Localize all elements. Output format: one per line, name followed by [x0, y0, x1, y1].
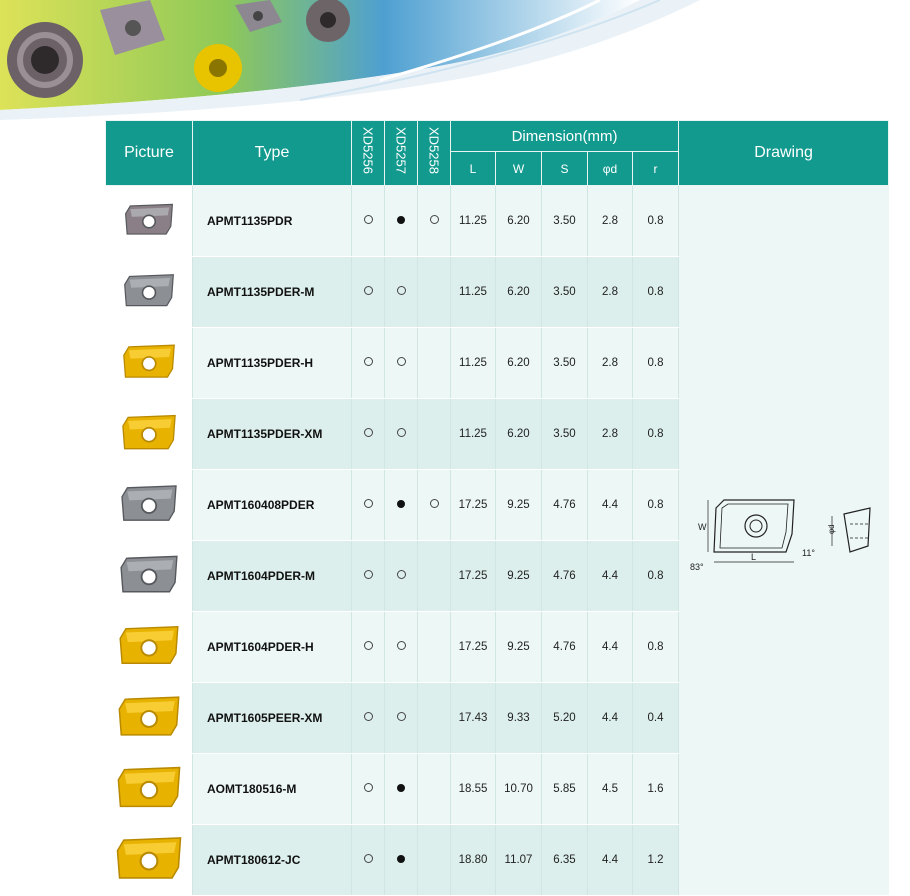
dim-r: 0.4 [633, 683, 679, 754]
dim-d: 4.4 [588, 470, 633, 541]
grade-recommended-icon [397, 784, 405, 792]
dim-l: 18.55 [451, 754, 496, 825]
insert-icon [109, 829, 189, 889]
dim-w: 6.20 [496, 257, 542, 328]
header-dim-w: W [496, 152, 542, 186]
insert-picture [106, 399, 193, 470]
dim-w: 9.33 [496, 683, 542, 754]
dim-w: 6.20 [496, 328, 542, 399]
grade-cell-1 [352, 328, 385, 399]
dim-l: 11.25 [451, 328, 496, 399]
header-dim-l: L [451, 152, 496, 186]
grade-cell-2 [385, 186, 418, 257]
dim-w: 9.25 [496, 612, 542, 683]
drawing-label-w: W [697, 522, 707, 532]
grade-cell-2 [385, 612, 418, 683]
grade-available-icon [364, 854, 373, 863]
grade-recommended-icon [397, 216, 405, 224]
header-drawing: Drawing [679, 121, 889, 186]
dim-l: 18.80 [451, 825, 496, 896]
grade-cell-3 [418, 612, 451, 683]
grade-cell-2 [385, 825, 418, 896]
grade-available-icon [364, 499, 373, 508]
header-grade-1: XD5256 [352, 121, 385, 186]
dim-r: 1.2 [633, 825, 679, 896]
header-dim-phid: φd [588, 152, 633, 186]
insert-type: APMT180612-JC [193, 825, 352, 896]
dim-r: 0.8 [633, 399, 679, 470]
grade-cell-3 [418, 399, 451, 470]
grade-cell-3 [418, 683, 451, 754]
grade-cell-2 [385, 399, 418, 470]
dim-s: 3.50 [542, 186, 588, 257]
dim-l: 17.25 [451, 612, 496, 683]
technical-drawing-icon [684, 494, 884, 584]
grade-cell-1 [352, 470, 385, 541]
grade-available-icon [364, 570, 373, 579]
dim-s: 3.50 [542, 257, 588, 328]
insert-icon [109, 190, 189, 250]
dim-d: 2.8 [588, 257, 633, 328]
grade-cell-2 [385, 470, 418, 541]
dim-d: 4.5 [588, 754, 633, 825]
insert-icon [109, 261, 189, 321]
dim-s: 5.85 [542, 754, 588, 825]
insert-type: APMT1135PDER-XM [193, 399, 352, 470]
insert-picture [106, 541, 193, 612]
insert-type: AOMT180516-M [193, 754, 352, 825]
insert-icon [109, 545, 189, 605]
dim-r: 0.8 [633, 612, 679, 683]
dim-s: 3.50 [542, 328, 588, 399]
grade-available-icon [430, 215, 439, 224]
grade-cell-1 [352, 683, 385, 754]
grade-cell-2 [385, 257, 418, 328]
dim-r: 1.6 [633, 754, 679, 825]
insert-type: APMT1604PDER-H [193, 612, 352, 683]
grade-available-icon [397, 712, 406, 721]
drawing-label-phid: φd [826, 524, 836, 534]
dim-r: 0.8 [633, 257, 679, 328]
insert-picture [106, 470, 193, 541]
grade-cell-3 [418, 541, 451, 612]
grade-cell-1 [352, 399, 385, 470]
dim-l: 11.25 [451, 399, 496, 470]
insert-type: APMT1135PDER-H [193, 328, 352, 399]
insert-icon [109, 332, 189, 392]
yellow-insert-illustration [194, 44, 242, 92]
grade-cell-3 [418, 754, 451, 825]
insert-type: APMT160408PDER [193, 470, 352, 541]
insert-icon [109, 474, 189, 534]
grade-recommended-icon [397, 855, 405, 863]
dim-s: 3.50 [542, 399, 588, 470]
grade-available-icon [397, 357, 406, 366]
grade-available-icon [397, 286, 406, 295]
dim-r: 0.8 [633, 328, 679, 399]
grade-cell-1 [352, 612, 385, 683]
grade-cell-1 [352, 186, 385, 257]
insert-icon [109, 758, 189, 818]
dim-w: 9.25 [496, 541, 542, 612]
header-banner [0, 0, 910, 120]
insert-picture [106, 683, 193, 754]
header-dim-r: r [633, 152, 679, 186]
dim-d: 2.8 [588, 399, 633, 470]
dim-d: 4.4 [588, 612, 633, 683]
dim-l: 11.25 [451, 257, 496, 328]
dim-w: 6.20 [496, 186, 542, 257]
insert-type: APMT1135PDER-M [193, 257, 352, 328]
dim-d: 2.8 [588, 186, 633, 257]
dim-r: 0.8 [633, 186, 679, 257]
table-row [106, 186, 889, 257]
header-grade-3: XD5258 [418, 121, 451, 186]
dim-s: 4.76 [542, 470, 588, 541]
insert-spec-table [105, 120, 889, 896]
drawing-label-11: 11° [801, 548, 815, 558]
dim-s: 5.20 [542, 683, 588, 754]
grade-cell-2 [385, 683, 418, 754]
grade-available-icon [364, 783, 373, 792]
grade-available-icon [397, 641, 406, 650]
insert-picture [106, 754, 193, 825]
insert-type: APMT1135PDR [193, 186, 352, 257]
grade-available-icon [364, 428, 373, 437]
dim-s: 6.35 [542, 825, 588, 896]
insert-icon [109, 403, 189, 463]
insert-drawing [679, 186, 889, 896]
grade-available-icon [364, 357, 373, 366]
grade-cell-3 [418, 257, 451, 328]
dim-l: 17.43 [451, 683, 496, 754]
grade-available-icon [397, 570, 406, 579]
dim-r: 0.8 [633, 470, 679, 541]
dim-l: 17.25 [451, 470, 496, 541]
drawing-label-l: L [750, 552, 756, 562]
grade-available-icon [364, 712, 373, 721]
grade-cell-2 [385, 328, 418, 399]
header-dim-s: S [542, 152, 588, 186]
round-insert-illustration [7, 22, 83, 98]
grade-cell-3 [418, 186, 451, 257]
grade-cell-1 [352, 541, 385, 612]
header-dimension: Dimension(mm) [451, 121, 679, 152]
dim-s: 4.76 [542, 541, 588, 612]
header-grade-2: XD5257 [385, 121, 418, 186]
grade-available-icon [430, 499, 439, 508]
dim-w: 6.20 [496, 399, 542, 470]
dim-d: 4.4 [588, 683, 633, 754]
dim-d: 4.4 [588, 825, 633, 896]
grade-cell-2 [385, 754, 418, 825]
insert-type: APMT1604PDER-M [193, 541, 352, 612]
insert-icon [109, 687, 189, 747]
insert-picture [106, 825, 193, 896]
dim-d: 2.8 [588, 328, 633, 399]
grade-cell-1 [352, 754, 385, 825]
dim-w: 9.25 [496, 470, 542, 541]
dim-s: 4.76 [542, 612, 588, 683]
grade-cell-1 [352, 257, 385, 328]
dim-w: 10.70 [496, 754, 542, 825]
insert-picture [106, 612, 193, 683]
dim-l: 17.25 [451, 541, 496, 612]
grade-available-icon [364, 641, 373, 650]
insert-icon [109, 616, 189, 676]
dim-d: 4.4 [588, 541, 633, 612]
insert-type: APMT1605PEER-XM [193, 683, 352, 754]
round-insert-small-illustration [306, 0, 350, 42]
dim-l: 11.25 [451, 186, 496, 257]
grade-cell-1 [352, 825, 385, 896]
grade-available-icon [364, 215, 373, 224]
header-type: Type [193, 121, 352, 186]
header-picture: Picture [106, 121, 193, 186]
grade-cell-3 [418, 328, 451, 399]
insert-picture [106, 186, 193, 257]
insert-picture [106, 328, 193, 399]
grade-available-icon [397, 428, 406, 437]
dim-w: 11.07 [496, 825, 542, 896]
grade-cell-3 [418, 825, 451, 896]
grade-cell-3 [418, 470, 451, 541]
insert-picture [106, 257, 193, 328]
grade-available-icon [364, 286, 373, 295]
grade-recommended-icon [397, 500, 405, 508]
grade-cell-2 [385, 541, 418, 612]
drawing-label-83: 83° [689, 562, 704, 572]
dim-r: 0.8 [633, 541, 679, 612]
